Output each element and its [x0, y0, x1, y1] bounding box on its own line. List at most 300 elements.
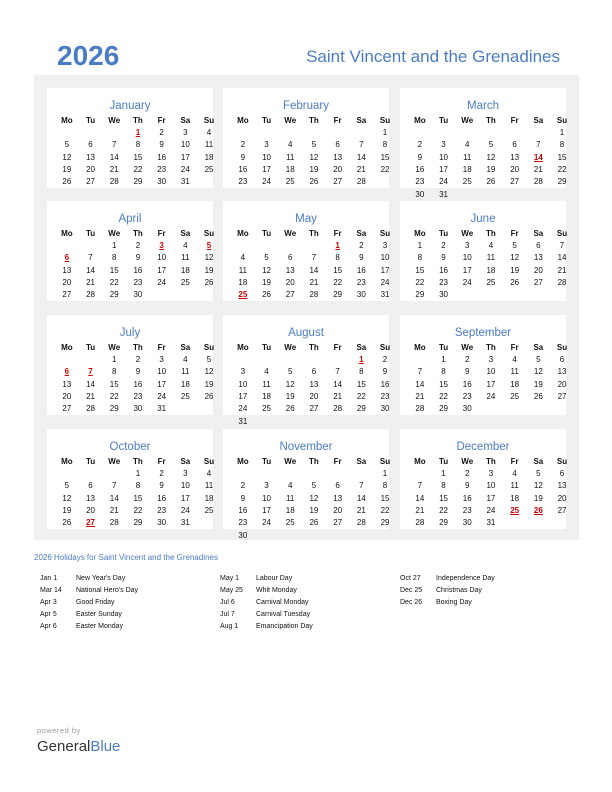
day-cell: 22: [380, 505, 390, 515]
weekday-header: Sa: [533, 457, 544, 466]
holiday-date: Dec 26: [400, 599, 423, 606]
day-cell: 28: [557, 277, 567, 287]
day-cell: 4: [206, 128, 212, 137]
month-name: February: [282, 100, 330, 112]
weekday-header: Tu: [438, 343, 449, 352]
day-cell: 2: [441, 241, 446, 250]
day-cell: 28: [109, 518, 119, 528]
month-name: July: [119, 327, 141, 339]
holiday-day: 27: [86, 518, 95, 528]
day-cell: 30: [380, 404, 390, 414]
day-cell: 11: [204, 140, 214, 150]
day-cell: 29: [439, 404, 448, 414]
day-cell: 13: [333, 493, 343, 503]
day-cell: 22: [557, 164, 567, 174]
holiday-date: Dec 25: [400, 587, 423, 594]
holiday-name: New Year's Day: [76, 575, 126, 582]
day-cell: 26: [309, 177, 319, 187]
day-cell: 16: [439, 265, 448, 275]
day-cell: 8: [559, 140, 565, 150]
day-cell: 12: [285, 379, 295, 389]
day-cell: 3: [382, 241, 388, 250]
day-cell: 24: [486, 391, 496, 401]
month-april: [47, 201, 213, 301]
day-cell: 25: [180, 277, 190, 287]
day-cell: 24: [180, 164, 190, 174]
day-cell: 16: [133, 379, 143, 389]
day-cell: 13: [62, 265, 72, 275]
day-cell: 16: [238, 505, 248, 515]
day-cell: 19: [285, 391, 295, 401]
weekday-header: Mo: [237, 343, 249, 352]
month-january: [47, 88, 213, 188]
day-cell: 13: [333, 152, 343, 162]
day-cell: 20: [309, 391, 319, 401]
day-cell: 20: [62, 391, 72, 401]
day-cell: 15: [439, 493, 448, 503]
day-cell: 19: [62, 505, 72, 515]
weekday-header: Sa: [356, 116, 367, 125]
day-cell: 4: [264, 367, 269, 377]
month-august: [223, 315, 391, 426]
day-cell: 8: [335, 253, 340, 263]
month-name: May: [295, 213, 317, 225]
day-cell: 7: [112, 140, 117, 150]
day-cell: 1: [559, 128, 565, 137]
day-cell: 21: [533, 164, 543, 174]
day-cell: 26: [204, 391, 214, 401]
day-cell: 8: [382, 140, 388, 150]
day-cell: 5: [311, 140, 317, 150]
day-cell: 6: [559, 355, 565, 364]
weekday-header: Fr: [157, 116, 166, 125]
day-cell: 28: [415, 518, 425, 528]
day-cell: 19: [262, 277, 271, 287]
weekday-header: Mo: [61, 229, 73, 238]
weekday-header: Tu: [261, 343, 272, 352]
day-cell: 19: [309, 164, 319, 174]
day-cell: 17: [180, 493, 190, 503]
day-cell: 22: [415, 277, 425, 287]
holiday-day: 25: [238, 290, 248, 300]
day-cell: 25: [262, 404, 271, 414]
day-cell: 6: [335, 140, 340, 150]
day-cell: 4: [512, 355, 517, 364]
day-cell: 21: [109, 505, 119, 515]
holiday-date: Jul 7: [220, 611, 235, 618]
day-cell: 22: [380, 164, 390, 174]
day-cell: 3: [465, 241, 470, 250]
day-cell: 10: [157, 367, 167, 377]
day-cell: 8: [441, 367, 446, 377]
holiday-name: Christmas Day: [436, 587, 482, 594]
day-cell: 16: [157, 152, 167, 162]
day-cell: 7: [536, 140, 541, 150]
day-cell: 12: [486, 152, 496, 162]
weekday-header: Fr: [157, 343, 166, 352]
holiday-day: 1: [335, 241, 340, 250]
day-cell: 7: [417, 367, 423, 377]
holiday-date: Apr 6: [40, 623, 57, 630]
day-cell: 10: [486, 367, 496, 377]
day-cell: 30: [238, 530, 248, 540]
day-cell: 1: [441, 355, 446, 364]
day-cell: 30: [133, 404, 143, 414]
month-july: [47, 315, 213, 415]
weekday-header: Fr: [157, 457, 166, 466]
day-cell: 11: [181, 253, 190, 263]
day-cell: 1: [112, 355, 117, 364]
day-cell: 9: [465, 367, 470, 377]
day-cell: 31: [180, 177, 190, 187]
weekday-header: Su: [203, 116, 215, 125]
day-cell: 20: [533, 265, 543, 275]
day-cell: 11: [238, 265, 247, 275]
day-cell: 16: [462, 379, 472, 389]
day-cell: 25: [285, 177, 295, 187]
holiday-day: 1: [135, 128, 141, 137]
weekday-header: We: [108, 343, 121, 352]
day-cell: 6: [536, 241, 541, 250]
day-cell: 12: [262, 265, 271, 275]
holiday-date: Jul 6: [220, 599, 235, 606]
month-november: [223, 429, 391, 540]
weekday-header: Fr: [333, 229, 342, 238]
day-cell: 27: [285, 290, 295, 300]
day-cell: 30: [462, 518, 472, 528]
day-cell: 11: [510, 367, 519, 377]
day-cell: 30: [439, 290, 448, 300]
holiday-date: Mar 14: [40, 587, 62, 594]
day-cell: 14: [109, 493, 119, 503]
weekday-header: Tu: [261, 229, 272, 238]
day-cell: 18: [285, 505, 295, 515]
day-cell: 2: [417, 140, 423, 150]
powered-by-label: powered by: [37, 726, 81, 735]
day-cell: 28: [356, 518, 366, 528]
day-cell: 15: [109, 265, 119, 275]
weekday-header: Mo: [414, 116, 426, 125]
weekday-header: Sa: [180, 343, 191, 352]
day-cell: 11: [486, 253, 496, 263]
weekday-header: Tu: [261, 116, 272, 125]
day-cell: 16: [356, 265, 366, 275]
day-cell: 12: [510, 253, 520, 263]
day-cell: 13: [557, 481, 567, 491]
day-cell: 28: [356, 177, 366, 187]
month-june: [400, 201, 566, 301]
day-cell: 5: [488, 140, 494, 150]
day-cell: 23: [133, 277, 143, 287]
day-cell: 19: [533, 379, 543, 389]
day-cell: 26: [510, 277, 520, 287]
weekday-header: Mo: [414, 457, 426, 466]
calendar-grid: [34, 75, 579, 540]
weekday-header: We: [284, 229, 297, 238]
day-cell: 2: [465, 469, 470, 478]
weekday-header: We: [284, 116, 297, 125]
weekday-header: We: [461, 229, 474, 238]
weekday-header: Sa: [356, 343, 367, 352]
day-cell: 29: [109, 290, 119, 300]
weekday-header: Sa: [533, 229, 544, 238]
day-cell: 10: [486, 481, 496, 491]
day-cell: 23: [380, 391, 390, 401]
day-cell: 9: [465, 481, 470, 491]
day-cell: 3: [159, 355, 164, 364]
day-cell: 31: [380, 290, 390, 300]
weekday-header: Tu: [438, 457, 449, 466]
day-cell: 26: [285, 404, 295, 414]
weekday-header: Fr: [510, 457, 519, 466]
holiday-name: Labour Day: [256, 575, 293, 582]
weekday-header: Su: [203, 229, 215, 238]
month-name: June: [470, 213, 496, 225]
day-cell: 26: [262, 290, 271, 300]
day-cell: 20: [557, 379, 567, 389]
weekday-header: Su: [379, 116, 391, 125]
day-cell: 3: [264, 481, 269, 491]
day-cell: 8: [359, 367, 364, 377]
weekday-header: Su: [556, 116, 568, 125]
weekday-header: Mo: [237, 457, 249, 466]
day-cell: 19: [204, 265, 214, 275]
day-cell: 15: [380, 493, 390, 503]
day-cell: 19: [533, 493, 543, 503]
holiday-date: May 1: [220, 575, 240, 582]
day-cell: 23: [238, 518, 248, 528]
day-cell: 15: [557, 152, 567, 162]
day-cell: 21: [309, 277, 319, 287]
day-cell: 8: [112, 367, 117, 377]
day-cell: 30: [356, 290, 366, 300]
day-cell: 17: [238, 391, 248, 401]
day-cell: 8: [112, 253, 117, 263]
day-cell: 25: [486, 277, 496, 287]
weekday-header: Sa: [356, 457, 367, 466]
day-cell: 4: [488, 241, 494, 250]
day-cell: 29: [333, 290, 343, 300]
day-cell: 11: [510, 481, 519, 491]
weekday-header: Sa: [356, 229, 367, 238]
day-cell: 29: [109, 404, 119, 414]
day-cell: 20: [285, 277, 295, 287]
day-cell: 17: [486, 493, 496, 503]
weekday-header: Th: [486, 229, 496, 238]
day-cell: 1: [417, 241, 423, 250]
day-cell: 16: [462, 493, 472, 503]
month-name: September: [454, 327, 512, 339]
day-cell: 12: [309, 152, 319, 162]
weekday-header: Fr: [510, 116, 519, 125]
day-cell: 29: [356, 404, 366, 414]
day-cell: 22: [109, 277, 119, 287]
weekday-header: Fr: [510, 229, 519, 238]
weekday-header: Su: [379, 229, 391, 238]
day-cell: 22: [109, 391, 119, 401]
day-cell: 30: [157, 518, 167, 528]
day-cell: 22: [133, 505, 143, 515]
day-cell: 24: [439, 177, 448, 187]
weekday-header: Tu: [438, 229, 449, 238]
day-cell: 14: [415, 493, 425, 503]
day-cell: 28: [86, 404, 95, 414]
day-cell: 14: [333, 379, 343, 389]
day-cell: 4: [240, 253, 246, 263]
day-cell: 27: [557, 505, 567, 515]
holiday-day: 6: [64, 253, 70, 263]
day-cell: 21: [415, 505, 425, 515]
day-cell: 31: [180, 518, 190, 528]
day-cell: 2: [240, 140, 246, 150]
day-cell: 23: [157, 505, 167, 515]
day-cell: 28: [333, 404, 343, 414]
day-cell: 15: [356, 379, 366, 389]
day-cell: 11: [463, 152, 472, 162]
day-cell: 2: [135, 241, 141, 250]
day-cell: 10: [439, 152, 448, 162]
day-cell: 5: [536, 469, 541, 478]
day-cell: 11: [286, 152, 295, 162]
day-cell: 24: [157, 391, 167, 401]
weekday-header: Fr: [510, 343, 519, 352]
day-cell: 27: [333, 518, 343, 528]
day-cell: 28: [309, 290, 319, 300]
day-cell: 13: [86, 152, 95, 162]
day-cell: 29: [133, 518, 143, 528]
day-cell: 22: [133, 164, 143, 174]
weekday-header: Mo: [414, 229, 426, 238]
month-may: [223, 201, 389, 301]
day-cell: 20: [333, 505, 343, 515]
day-cell: 27: [510, 177, 520, 187]
day-cell: 10: [157, 253, 167, 263]
month-february: [223, 88, 389, 188]
day-cell: 1: [135, 469, 141, 478]
weekday-header: Th: [309, 457, 319, 466]
weekday-header: Fr: [157, 229, 166, 238]
day-cell: 5: [311, 481, 317, 491]
brand-blue: Blue: [90, 738, 121, 755]
weekday-header: Tu: [438, 116, 449, 125]
holiday-name: Easter Monday: [76, 623, 124, 630]
weekday-header: Mo: [237, 116, 249, 125]
day-cell: 1: [112, 241, 117, 250]
day-cell: 18: [204, 152, 214, 162]
day-cell: 2: [159, 469, 164, 478]
day-cell: 25: [285, 518, 295, 528]
weekday-header: We: [461, 116, 474, 125]
weekday-header: Sa: [533, 116, 544, 125]
day-cell: 5: [288, 367, 293, 377]
day-cell: 25: [180, 391, 190, 401]
day-cell: 6: [512, 140, 517, 150]
day-cell: 14: [415, 379, 425, 389]
day-cell: 24: [262, 518, 271, 528]
day-cell: 12: [204, 367, 214, 377]
day-cell: 29: [380, 518, 390, 528]
day-cell: 6: [88, 481, 93, 491]
day-cell: 10: [262, 493, 271, 503]
day-cell: 18: [180, 265, 190, 275]
day-cell: 18: [510, 493, 520, 503]
day-cell: 4: [288, 140, 293, 150]
day-cell: 30: [157, 177, 167, 187]
month-name: November: [279, 441, 333, 453]
weekday-header: We: [108, 116, 121, 125]
day-cell: 26: [62, 177, 72, 187]
day-cell: 5: [512, 241, 517, 250]
weekday-header: Mo: [61, 116, 73, 125]
day-cell: 21: [356, 164, 366, 174]
day-cell: 17: [157, 379, 167, 389]
day-cell: 3: [264, 140, 269, 150]
day-cell: 18: [285, 164, 295, 174]
day-cell: 7: [559, 241, 565, 250]
day-cell: 4: [183, 241, 188, 250]
day-cell: 9: [417, 152, 423, 162]
day-cell: 7: [359, 140, 364, 150]
day-cell: 8: [135, 140, 141, 150]
day-cell: 5: [64, 481, 70, 491]
day-cell: 31: [439, 189, 448, 199]
weekday-header: Su: [379, 457, 391, 466]
day-cell: 19: [510, 265, 520, 275]
weekday-header: We: [284, 457, 297, 466]
weekday-header: Sa: [180, 229, 191, 238]
day-cell: 27: [333, 177, 343, 187]
day-cell: 8: [441, 481, 446, 491]
day-cell: 6: [88, 140, 93, 150]
day-cell: 21: [356, 505, 366, 515]
day-cell: 14: [309, 265, 319, 275]
day-cell: 28: [109, 177, 119, 187]
day-cell: 8: [135, 481, 141, 491]
day-cell: 15: [109, 379, 119, 389]
holiday-day: 1: [359, 355, 364, 364]
month-name: January: [109, 100, 151, 112]
day-cell: 7: [112, 481, 117, 491]
weekday-header: Su: [203, 343, 215, 352]
day-cell: 21: [109, 164, 119, 174]
holiday-date: Oct 27: [400, 575, 421, 582]
day-cell: 2: [240, 481, 246, 491]
day-cell: 17: [486, 379, 496, 389]
weekday-header: Tu: [85, 229, 96, 238]
day-cell: 3: [183, 128, 188, 137]
generalblue-logo[interactable]: [37, 738, 120, 755]
day-cell: 13: [86, 493, 95, 503]
day-cell: 10: [262, 152, 271, 162]
weekday-header: We: [284, 343, 297, 352]
day-cell: 9: [135, 253, 141, 263]
day-cell: 17: [462, 265, 472, 275]
day-cell: 2: [465, 355, 470, 364]
day-cell: 24: [380, 277, 390, 287]
weekday-header: Th: [309, 229, 319, 238]
day-cell: 13: [285, 265, 295, 275]
day-cell: 6: [559, 469, 565, 478]
day-cell: 15: [133, 152, 143, 162]
month-december: [400, 429, 566, 529]
day-cell: 13: [62, 379, 72, 389]
weekday-header: Th: [133, 343, 143, 352]
day-cell: 3: [488, 469, 494, 478]
day-cell: 30: [462, 404, 472, 414]
weekday-header: Mo: [237, 229, 249, 238]
day-cell: 20: [62, 277, 72, 287]
holiday-day: 26: [533, 505, 543, 515]
